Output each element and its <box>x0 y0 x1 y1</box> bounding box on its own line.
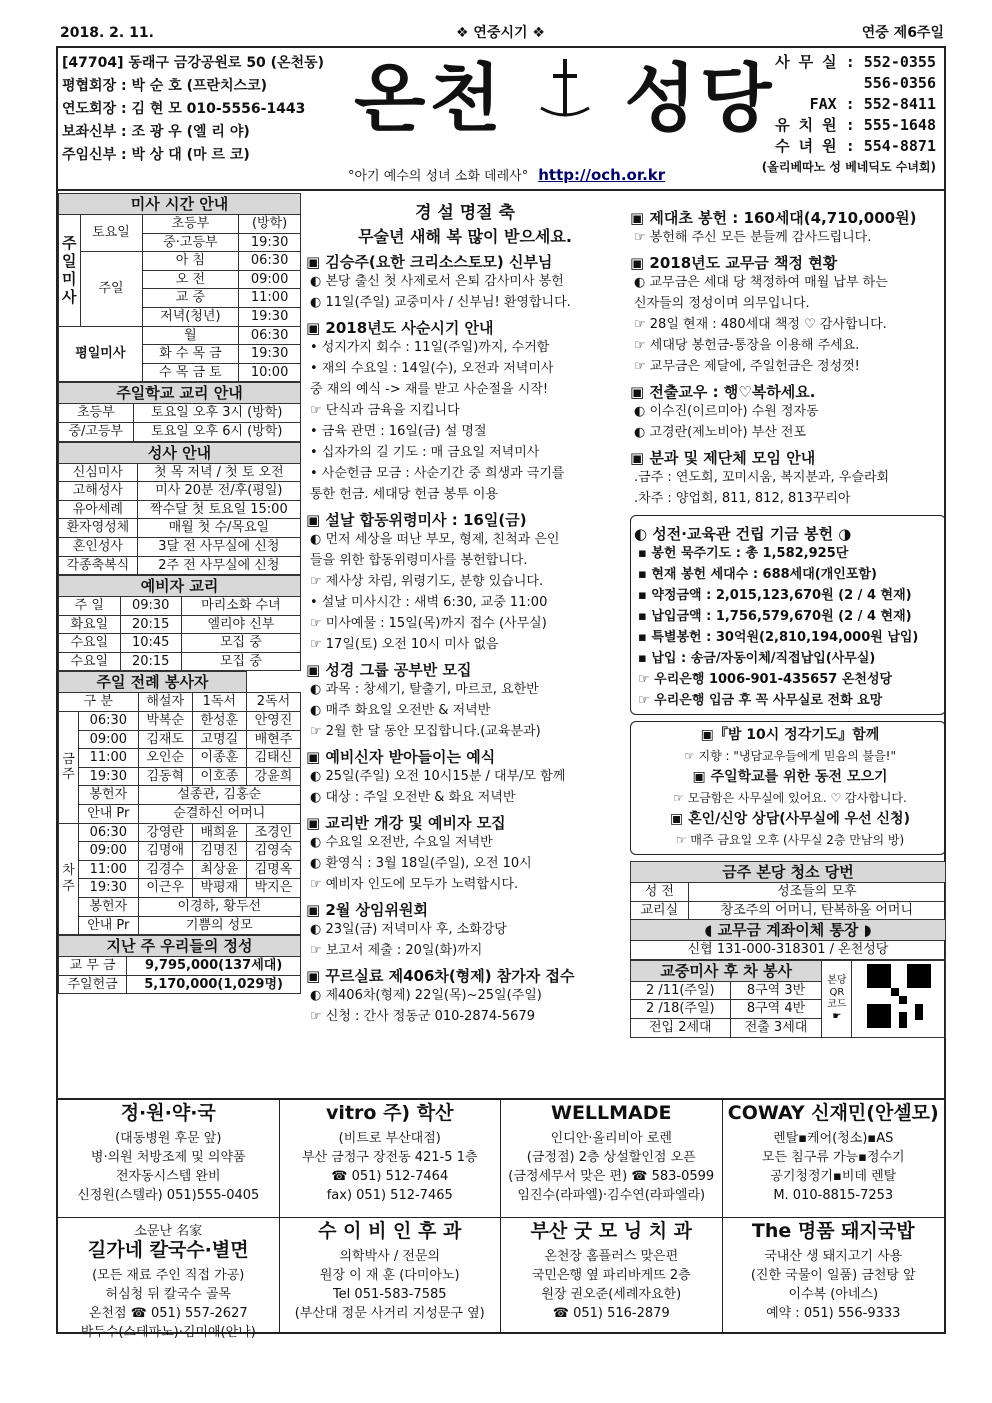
top-bar <box>56 25 946 45</box>
cell: 전입 2세대 <box>631 1018 731 1037</box>
ad-line: 인디안·올리비아 로렌 <box>550 1131 672 1146</box>
left-column <box>58 193 301 994</box>
ads-section <box>58 1098 944 1340</box>
school-table: 주일학교 교리 안내 초등부 토요일 오후 3시 (방학) 중/고등부 토요일 오후 6시 (방학) <box>58 382 301 441</box>
fund-line: ▪ 현재 봉헌 세대수 : 688세대(개인포함) <box>638 567 877 582</box>
ad-block <box>58 1217 280 1340</box>
cell: 오인순 <box>138 749 192 768</box>
notice-line: ◐ 매주 화요일 오전반 & 저녁반 <box>310 702 491 718</box>
notice-line: ☞ 예비자 인도에 모두가 노력합시다. <box>310 876 519 892</box>
catechumen-table: 예비자 교리 주 일 09:30 마리소화 수녀 화요일 20:15 엘리야 신부 수요일 10:45 모집 중 수요일 20:15 모집 중 <box>58 575 301 671</box>
cell: 06:30 <box>79 712 139 731</box>
cell: 이종훈 <box>192 749 246 768</box>
ad-block <box>723 1100 945 1217</box>
ad-line: (금정점) 2층 상설할인점 오픈 <box>526 1150 696 1165</box>
fund-line: ▪ 납입 : 송금/자동이체/직접납입(사무실) <box>638 651 876 666</box>
notice-line: 통한 헌금. 세대당 헌금 봉투 이용 <box>310 486 499 502</box>
cell: 김경수 <box>138 860 192 879</box>
notice-line: ◐ 과목 : 창세기, 탈출기, 마르코, 요한반 <box>310 681 539 697</box>
cell: 차주 <box>59 823 79 935</box>
notice-line: • 성지가지 회수 : 11일(주일)까지, 수거함 <box>310 339 550 355</box>
officer-line: 평협회장 : 박 순 호 (프란치스코) <box>62 78 268 94</box>
cell: 8구역 4반 <box>730 1000 822 1019</box>
cell: 봉헌자 <box>79 898 139 917</box>
cleaning-table <box>630 861 946 960</box>
bulletin-frame <box>56 46 946 1340</box>
cell: 1독서 <box>192 693 246 712</box>
notice-section <box>630 254 946 377</box>
ad-block <box>58 1100 280 1217</box>
ad-line: 의학박사 / 전문의 <box>339 1249 441 1264</box>
notice-line: ◐ 고경란(제노비아) 부산 전포 <box>634 425 807 440</box>
cell: 김영숙 <box>246 842 300 861</box>
notice-section <box>306 967 624 1027</box>
cell: 고명길 <box>192 730 246 749</box>
cell: 배희윤 <box>192 823 246 842</box>
cell: 봉헌자 <box>79 786 139 805</box>
notice-title: ▣ 김승주(요한 크리소스토모) 신부님 <box>306 252 553 271</box>
cell: 이근우 <box>138 879 192 898</box>
notice-title: ▣ 분과 및 제단체 모임 안내 <box>630 449 816 467</box>
middle-column <box>306 203 624 1027</box>
notice-line: ☞ 봉헌해 주신 모든 분들께 감사드립니다. <box>634 230 872 245</box>
cell: 안내 Pr <box>79 916 139 935</box>
cell: 2 /18(주일) <box>631 1000 731 1019</box>
ad-line: M. 010-8815-7253 <box>773 1188 894 1203</box>
notice-line: ◐ 11일(주일) 교중미사 / 신부님! 환영합니다. <box>310 294 571 310</box>
cell: 해설자 <box>138 693 192 712</box>
cell: 09:00 <box>79 730 139 749</box>
cell: 교리실 <box>631 901 689 920</box>
notice-title: ▣ 꾸르실료 제406차(형제) 참가자 접수 <box>306 966 575 985</box>
notice-line: 중 재의 예식 -> 재를 받고 사순절을 시작! <box>310 381 549 397</box>
notice-title: ▣ 예비신자 받아들이는 예식 <box>306 747 496 766</box>
cell: 19:30 <box>79 879 139 898</box>
ad-block <box>280 1217 502 1334</box>
fund-line: ▪ 봉헌 묵주기도 : 총 1,582,925단 <box>638 546 849 561</box>
cell: 교중미사 후 차 봉사 <box>631 960 822 981</box>
cell: 박지은 <box>246 879 300 898</box>
notice-section <box>306 814 624 895</box>
masthead-officers <box>62 52 324 167</box>
cell: 성 전 <box>631 883 689 902</box>
cell: 기쁨의 성모 <box>138 916 300 935</box>
ad-line: (진한 국물이 일품) 금천탕 앞 <box>750 1268 916 1283</box>
cross-icon <box>535 54 595 144</box>
notice-line: ☞ 신청 : 간사 정동군 010-2874-5679 <box>310 1008 535 1024</box>
cell: 11:00 <box>79 860 139 879</box>
cell: 김동혁 <box>138 767 192 786</box>
cell: 2 /11(주일) <box>631 981 731 1000</box>
cell: 06:30 <box>79 823 139 842</box>
cell: 강윤희 <box>246 767 300 786</box>
ad-block <box>501 1100 723 1217</box>
notice-line: ◐ 대상 : 주일 오전반 & 화요 저녁반 <box>310 789 516 805</box>
cell: 창조주의 어머니, 탄복하올 어머니 <box>688 901 945 920</box>
ad-line: 전자동시스템 완비 <box>115 1169 221 1184</box>
prayer-line: ▣ 주일학교를 위한 동전 모으기 <box>692 769 888 785</box>
ad-name: 길가네 칼국수·별면 <box>87 1239 249 1261</box>
notice-section <box>630 383 946 443</box>
cell: 박복순 <box>138 712 192 731</box>
cell: 김명옥 <box>246 860 300 879</box>
ad-name: 정·원·약·국 <box>120 1102 216 1124</box>
cell: 김재도 <box>138 730 192 749</box>
notice-title: ▣ 성경 그룹 공부반 모집 <box>306 660 472 679</box>
notice-line: ☞ 미사예물 : 15일(목)까지 접수 (사무실) <box>310 615 547 631</box>
ad-line: (금정세무서 맞은 편) ☎ 583-0599 <box>508 1169 715 1184</box>
notice-line: .금주 : 연도회, 꼬미시움, 복지분과, 우슬라회 <box>634 470 890 485</box>
fund-line: ▪ 특별봉헌 : 30억원(2,810,194,000원 납입) <box>638 630 919 645</box>
ad-line: (비트로 부산대점) <box>338 1131 441 1146</box>
notice-line: ◐ 본당 출신 첫 사제로서 은퇴 감사미사 봉헌 <box>310 273 564 289</box>
cell: 김명진 <box>192 842 246 861</box>
right-column <box>630 203 946 1038</box>
qr-code-icon <box>852 960 946 1037</box>
church-title: 온천 성당 <box>354 56 776 142</box>
ad-line: 신정원(스텔라) 051)555-0405 <box>77 1188 260 1203</box>
masthead <box>58 48 944 191</box>
week-label: 연중 제6주일 <box>861 25 944 41</box>
ad-line: 원장 권오준(세례자요한) <box>541 1287 682 1302</box>
prayer-line: ☞ 모금함은 사무실에 있어요. ♡ 감사합니다. <box>673 791 907 805</box>
fund-title: ◐ 성전·교육관 건립 기금 봉헌 ◑ <box>634 525 852 543</box>
cell: 19:30 <box>79 767 139 786</box>
cell: 이경하, 황두선 <box>138 898 300 917</box>
cell: 안내 Pr <box>79 805 139 824</box>
cell: 강영란 <box>138 823 192 842</box>
notice-section <box>630 209 946 248</box>
ad-line: 국민은행 옆 파리바게뜨 2층 <box>531 1268 691 1283</box>
notice-section <box>630 449 946 509</box>
cell: 성조들의 모후 <box>688 883 945 902</box>
cell: 배현주 <box>246 730 300 749</box>
fund-line: ☞ 우리은행 입금 후 꼭 사무실로 전화 요망 <box>638 693 883 708</box>
fund-line: ☞ 우리은행 1006-901-435657 온천성당 <box>638 672 893 687</box>
ad-line: 국내산 생 돼지고기 사용 <box>764 1249 903 1264</box>
ad-line: 원장 이 재 훈 (다미아노) <box>319 1268 460 1283</box>
notice-section <box>306 253 624 313</box>
ad-name: vitro 주) 학산 <box>326 1102 454 1124</box>
cell: 순결하신 어머니 <box>138 805 300 824</box>
mass-table: 미사 시간 안내 주일미사 토요일 초등부 (방학) 중·고등부 19:30 주일 아 침 06:30 오 전 09:00 교 중 11:00 저녁(청년) 19:30 평일미사 월 06:30 화 수 목 금 19:30 수 목 금 토 10:00 <box>58 193 301 382</box>
ad-name: The 명품 돼지국밥 <box>751 1220 915 1242</box>
notice-line: • 재의 수요일 : 14일(수), 오전과 저녁미사 <box>310 360 554 376</box>
notice-line: • 설날 미사시간 : 새벽 6:30, 교중 11:00 <box>310 594 548 610</box>
prayer-box <box>630 721 946 855</box>
patron-line: °아기 예수의 성녀 소화 데레사° http://och.or.kr <box>348 166 666 184</box>
notice-section <box>306 901 624 961</box>
ad-line: 임진수(라파엘)·김수연(라파엘라) <box>517 1188 706 1203</box>
notice-line: ◐ 25일(주일) 오전 10시15분 / 대부/모 함께 <box>310 768 566 784</box>
ad-line: 온천점 ☎ 051) 557-2627 <box>88 1306 248 1321</box>
notice-line: ◐ 이수진(이르미아) 수원 정자동 <box>634 404 819 419</box>
ad-name: 부산 굿 모 닝 치 과 <box>530 1220 693 1242</box>
tea-service-table <box>630 960 946 1038</box>
cell: 주일 전례 봉사자 <box>59 672 247 693</box>
sacrament-table: 성사 안내 신심미사 첫 목 저녁 / 첫 토 오전 고해성사 미사 20분 전/후(평일) 유아세례 짝수달 첫 토요일 15:00 환자영성체 매월 첫 수/목요일 혼인성사 3달 전 사무실에 신청 각종축복식 2주 전 사무실에 신청 <box>58 442 301 576</box>
bank-cell: ◖ 교무금 계좌이체 통장 ◗ <box>631 920 946 941</box>
ad-line: ☎ 051) 512-7464 <box>331 1169 449 1184</box>
notice-line: ☞ 2월 한 달 동안 모집합니다.(교육분과) <box>310 723 541 739</box>
notice-line: • 십자가의 길 기도 : 매 금요일 저녁미사 <box>310 444 540 460</box>
cell: 조경인 <box>246 823 300 842</box>
notice-line: • 사순헌금 모금 : 사순기간 중 희생과 극기를 <box>310 465 565 481</box>
cell: 구 분 <box>59 693 139 712</box>
notice-section <box>306 319 624 505</box>
officer-line: 주임신부 : 박 상 대 (마 르 코) <box>62 147 250 163</box>
officer-line: 보좌신부 : 조 광 우 (엘 리 야) <box>62 124 250 140</box>
cell: 최상윤 <box>192 860 246 879</box>
ad-line: 렌탈▪케어(청소)▪AS <box>773 1131 894 1146</box>
ad-line: fax) 051) 512-7465 <box>326 1188 453 1203</box>
ad-line: 허심청 뒤 칼국수 골목 <box>105 1287 231 1302</box>
building-fund-box <box>630 515 946 715</box>
greeting: 무술년 새해 복 많이 받으세요. <box>358 227 572 247</box>
notice-section <box>306 661 624 742</box>
notice-title: ▣ 제대초 봉헌 : 160세대(4,710,000원) <box>630 209 917 227</box>
ad-line: 병·의원 처방조제 및 의약품 <box>90 1150 246 1165</box>
cell: 2독서 <box>246 693 300 712</box>
ad-line: 공기청정기▪비데 렌탈 <box>770 1169 897 1184</box>
fund-line: ▪ 약정금액 : 2,015,123,670원 (2 / 4 현재) <box>638 588 912 603</box>
ad-line: (모든 재료 주인 직접 가공) <box>92 1268 245 1283</box>
prayer-line: ▣『밤 10시 정각기도』함께 <box>700 727 880 743</box>
notice-line: ◐ 교무금은 세대 당 책정하여 매월 납부 하는 <box>634 275 888 290</box>
cell: 설종관, 김홍순 <box>138 786 300 805</box>
notice-section <box>306 511 624 655</box>
ad-line: 예약 : 051) 556-9333 <box>766 1306 901 1321</box>
notice-line: ☞ 28일 현재 : 480세대 책정 ♡ 감사합니다. <box>634 317 887 332</box>
ad-line: 이수복 (아네스) <box>788 1287 879 1302</box>
ad-line: (부산대 정문 사거리 지성문구 옆) <box>294 1306 485 1321</box>
ad-name: 수 이 비 인 후 과 <box>318 1220 462 1242</box>
cell: 11:00 <box>79 749 139 768</box>
notice-title: ▣ 교리반 개강 및 예비자 모집 <box>306 813 506 832</box>
holiday-heading: 경 설 명절 축 <box>415 203 515 223</box>
liturgy-table <box>58 671 301 935</box>
ad-name: COWAY 신재민(안셀모) <box>727 1102 939 1124</box>
ad-line: 박두수(스테파노)·김미애(안나) <box>80 1325 256 1340</box>
notice-line: ◐ 23일(금) 저녁미사 후, 소화강당 <box>310 921 507 937</box>
notice-line: .차주 : 양업회, 811, 812, 813꾸리아 <box>634 491 851 506</box>
notice-title: ▣ 설날 합동위령미사 : 16일(금) <box>306 510 527 529</box>
qr-code-cell: 본당 QR 코드 ☛ <box>822 960 852 1037</box>
cell: 김태신 <box>246 749 300 768</box>
notice-line: • 금육 관면 : 16일(금) 설 명절 <box>310 423 487 439</box>
website-link[interactable]: http://och.or.kr <box>538 166 666 184</box>
notice-title: ▣ 전출교우 : 행♡복하세요. <box>630 383 816 401</box>
cell: 안영진 <box>246 712 300 731</box>
contact-block: 사 무 실 : 552-0355 556-0356 FAX : 552-8411 유 치 원 : 555-1648 수 녀 원 : 554-8871 (올리베따노 성 베네딕도 수녀회) <box>761 53 936 174</box>
issue-date: 2018. 2. 11. <box>60 25 154 41</box>
notice-line: ☞ 단식과 금육을 지킵니다 <box>310 402 460 418</box>
notice-line: ◐ 환영식 : 3월 18일(주일), 오전 10시 <box>310 855 532 871</box>
notice-title: ▣ 2018년도 교무금 책정 현황 <box>630 254 838 272</box>
notice-line: ☞ 보고서 제출 : 20일(화)까지 <box>310 942 483 958</box>
cell: 김명애 <box>138 842 192 861</box>
cell: 한성훈 <box>192 712 246 731</box>
ad-name: WELLMADE <box>550 1102 672 1124</box>
notice-line: ◐ 제406차(형제) 22일(목)~25일(주일) <box>310 987 542 1003</box>
ad-line: Tel 051-583-7585 <box>332 1287 447 1302</box>
cell: 이호종 <box>192 767 246 786</box>
notice-line: ☞ 세대당 봉헌금-통장을 이용해 주세요. <box>634 338 860 353</box>
prayer-line: ▣ 혼인/신앙 상담(사무실에 우선 신청) <box>670 811 910 827</box>
ad-line: 소문난 名家 <box>134 1224 203 1239</box>
bank-cell: 신협 131-000-318301 / 온천성당 <box>631 941 946 960</box>
address: [47704] 동래구 금강공원로 50 (온천동) <box>62 55 325 71</box>
fund-line: ▪ 납입금액 : 1,756,579,670원 (2 / 4 현재) <box>638 609 912 624</box>
ad-line: ☎ 051) 516-2879 <box>552 1306 670 1321</box>
notice-section <box>306 748 624 808</box>
ad-line: 부산 금정구 장전동 421-5 1층 <box>301 1150 478 1165</box>
notice-line: ☞ 17일(토) 오전 10시 미사 없음 <box>310 636 499 652</box>
notice-title: ▣ 2018년도 사순시기 안내 <box>306 318 494 337</box>
notice-title: ▣ 2월 상임위원회 <box>306 900 428 919</box>
notice-line: ◐ 먼저 세상을 떠난 부모, 형제, 친척과 은인 <box>310 531 560 547</box>
cell: 8구역 3반 <box>730 981 822 1000</box>
ad-block <box>723 1217 945 1334</box>
offering-table: 지난 주 우리들의 정성 교 무 금 9,795,000(137세대) 주일헌금 5,170,000(1,029명) <box>58 935 301 994</box>
notice-line: 신자들의 정성이며 의무입니다. <box>634 296 810 311</box>
cell: 금주 <box>59 712 79 824</box>
ad-line: 모든 침구류 가능▪정수기 <box>761 1150 905 1165</box>
cell: 09:00 <box>79 842 139 861</box>
ad-block <box>280 1100 502 1217</box>
notice-line: ☞ 교무금은 제달에, 주일헌금은 정성껏! <box>634 359 860 374</box>
ad-line: 온천장 홈플러스 맞은편 <box>544 1249 679 1264</box>
notice-line: ◐ 수요일 오전반, 수요일 저녁반 <box>310 834 493 850</box>
cell: 금주 본당 청소 당번 <box>631 862 946 883</box>
ad-block <box>501 1217 723 1334</box>
cell: 전출 3세대 <box>730 1018 822 1037</box>
notice-line: ☞ 제사상 차림, 위령기도, 분향 있습니다. <box>310 573 544 589</box>
season-label: ❖ 연중시기 ❖ <box>456 25 545 41</box>
cell: 박평재 <box>192 879 246 898</box>
notice-line: 들을 위한 합동위령미사를 봉헌합니다. <box>310 552 528 568</box>
prayer-line: ☞ 매주 금요일 오후 (사무실 2층 만남의 방) <box>675 833 905 847</box>
prayer-line: ☞ 지향 : "냉담교우들에게 믿음의 불을!" <box>683 749 896 763</box>
officer-line: 연도회장 : 김 현 모 010-5556-1443 <box>62 101 306 117</box>
ad-line: (대동병원 후문 앞) <box>115 1131 222 1146</box>
